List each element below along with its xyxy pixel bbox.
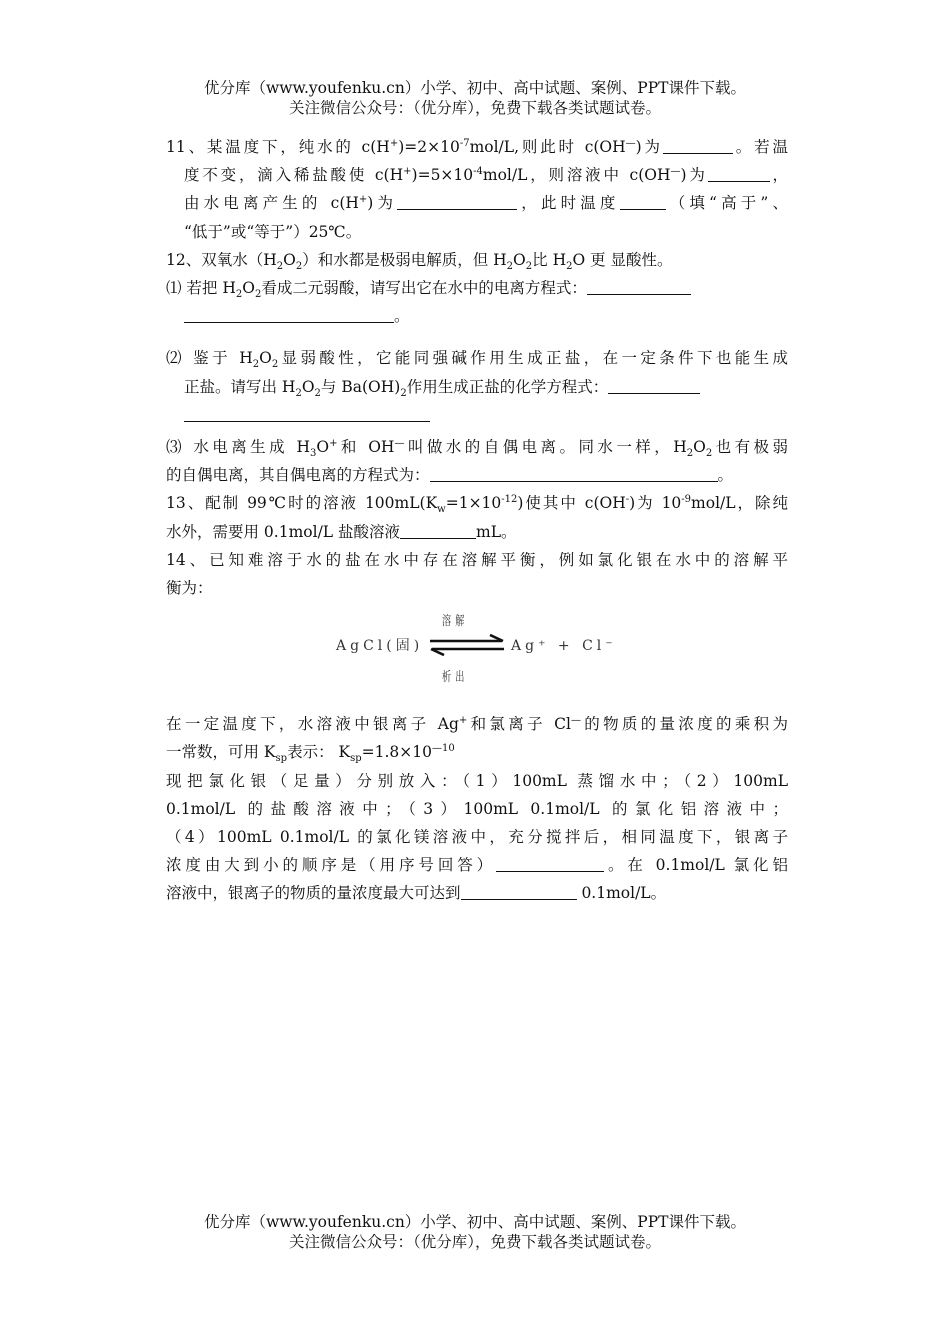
q14-line-6: 0.1mol/L 的盐酸溶液中；（3）100mL 0.1mol/L 的氯化铝溶液中； [166, 799, 788, 818]
q12-blank-3[interactable] [430, 465, 718, 482]
footer-line-1: 优分库（www.youfenku.cn）小学、初中、高中试题、案例、PPT课件下载。 [203, 1213, 747, 1231]
q12-part-2: ⑵ 鉴于 $H_2O_2$显弱酸性，它能同强碱作用生成正盐，在一定条件下也能生成 [166, 349, 788, 371]
q11-blank-3[interactable] [397, 193, 517, 210]
dissolution-equilibrium-equation [166, 606, 788, 706]
header-line-2: 关注微信公众号：（优分库），免费下载各类试题试卷。 [288, 99, 661, 117]
page-header [0, 78, 950, 118]
q11-blank-2[interactable] [708, 165, 770, 182]
q11-line-1: 11、某温度下，纯水的 $c(H^+)=2\times 10^{-7}mol/L$,则此时 c(OH—)为 。若温 [166, 137, 788, 156]
q14-line-3: 在一定温度下，水溶液中银离子 Ag+和氯离子 Cl—的物质的量浓度的乘积为 [166, 715, 788, 734]
q13-line-1: 13、配制 99℃时的溶液 $100mL(K_w=1\times 10^{-12})$使其中 c(OH-)为 $10^{-9}mol/L$，除纯 [166, 494, 789, 516]
q12-blank-2a[interactable] [608, 377, 700, 394]
equation-right-side: Ag⁺ + Cl⁻ [511, 638, 617, 655]
q14-line-4: 一常数，可用 $K_{sp}$表示： $K_{sp}=1.8\times 10^{—10}$ [166, 743, 455, 765]
q12-part-3: ⑶ 水电离生成 $H_3O^+$和 OH—叫做水的自偶电离。同水一样，$H_2O_2$也有极弱 [166, 437, 788, 460]
q12-part-2-cont: 正盐。请写出 $H_2O_2$与 $Ba(OH)_2$作用生成正盐的化学方程式： [166, 373, 788, 401]
q12-blank-1a[interactable] [587, 278, 691, 295]
q11-blank-4[interactable] [620, 193, 666, 210]
q12-blank-1b[interactable] [184, 306, 394, 323]
q13-blank[interactable] [400, 522, 476, 539]
header-line-1: 优分库（www.youfenku.cn）小学、初中、高中试题、案例、PPT课件下载。 [203, 79, 747, 97]
equation-label-precipitate: 析出 [442, 670, 469, 686]
q14-line-5: 现把氯化银（足量）分别放入：（1）100mL 蒸馏水中；（2）100mL [166, 771, 788, 790]
equation-label-dissolve: 溶解 [442, 614, 469, 630]
q12-part-1: ⑴ 若把 $H_2O_2$看成二元弱酸，请写出它在水中的电离方程式： [166, 274, 788, 302]
page-footer [0, 1212, 950, 1252]
q14-line-7: （4）100mL 0.1mol/L 的氯化镁溶液中，充分搅拌后，相同温度下，银离子 [166, 828, 788, 847]
q14-line-8: 浓度由大到小的顺序是（用序号回答） 。在 0.1mol/L 氯化铝 [166, 856, 788, 875]
q14-line-9: 溶液中，银离子的物质的量浓度最大可达到 0.1mol/L。 [166, 884, 667, 903]
q12-part-1-cont: 。 [166, 302, 788, 330]
q11-blank-1[interactable] [663, 137, 733, 154]
q14-line-2: 衡为： [166, 579, 213, 598]
q11-line-3: 由水电离产生的 c(H+)为 ，此时温度 （填“高于”、 [184, 194, 788, 213]
q11-line-2: 度不变，滴入稀盐酸使 $c(H^+)=5\times 10^{-4}mol/L$，则溶液中 c(OH—)为 ， [184, 166, 788, 185]
equation-left-side: AgCl(固) [336, 638, 424, 655]
q13-line-2: 水外，需要用 0.1mol/L 盐酸溶液 mL。 [166, 522, 517, 541]
q14-blank-2[interactable] [461, 883, 577, 900]
equilibrium-arrows-icon [428, 634, 506, 656]
q12-part-3-cont: 的自偶电离，其自偶电离的方程式为： 。 [166, 466, 734, 485]
footer-line-2: 关注微信公众号：（优分库），免费下载各类试题试卷。 [288, 1233, 661, 1251]
document-body [166, 133, 788, 908]
q12-blank-2b[interactable] [184, 405, 430, 422]
q12-part-2-blank [166, 401, 788, 429]
q14-blank-1[interactable] [496, 855, 604, 872]
q14-line-1: 14、已知难溶于水的盐在水中存在溶解平衡，例如氯化银在水中的溶解平 [166, 550, 788, 569]
q11-line-4: “低于”或“等于”）25℃。 [184, 222, 362, 241]
q12-intro: 12、双氧水$(H_2O_2)$和水都是极弱电解质，但 $H_2O_2$比 $H_2O$ 更 显酸性。 [166, 250, 673, 272]
